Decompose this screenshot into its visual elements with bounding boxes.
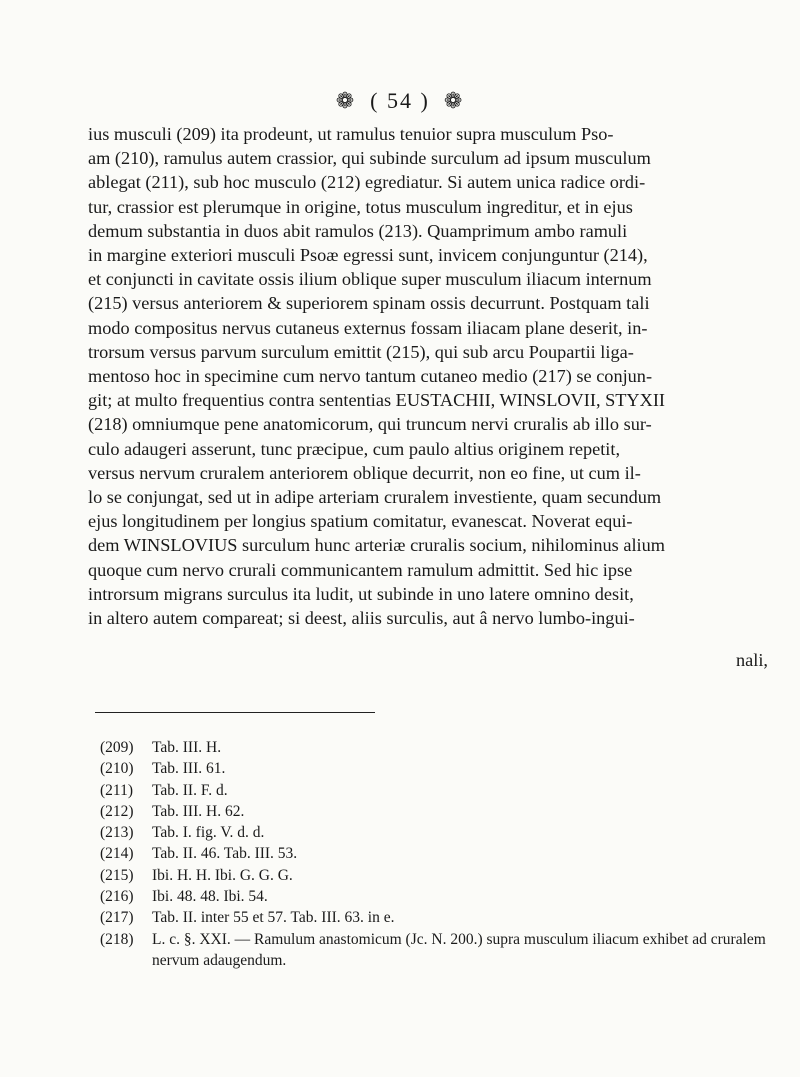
- ornament-right-icon: ❁: [443, 88, 465, 113]
- text-line: ablegat (211), sub hoc musculo (212) egrediatur. Si autem unica radice ordi-: [88, 172, 646, 193]
- text-line: versus nervum cruralem anteriorem oblique decurrit, non eo fine, ut cum il-: [88, 462, 641, 483]
- footnote-text: Tab. III. 61.: [152, 760, 226, 778]
- text-line: ejus longitudinem per longius spatium comitatur, evanescat. Noverat equi-: [88, 511, 633, 532]
- footnote-number: (217): [100, 909, 134, 927]
- footnote: [100, 886, 780, 907]
- footnote-number: (212): [100, 802, 134, 820]
- footnote: [100, 758, 780, 779]
- text-line: ius musculi (209) ita prodeunt, ut ramulus tenuior supra musculum Pso-: [88, 124, 614, 144]
- text-line: culo adaugeri asserunt, tunc præcipue, cum paulo altius originem repetit,: [88, 438, 621, 459]
- footnote-number: (213): [100, 824, 134, 842]
- footnote: [100, 907, 780, 928]
- footnote-number: (211): [100, 781, 133, 799]
- footnote-text: Tab. II. 46. Tab. III. 53.: [152, 845, 298, 863]
- footnote-text: Tab. II. inter 55 et 57. Tab. III. 63. in e.: [152, 909, 395, 927]
- text-line: am (210), ramulus autem crassior, qui subinde surculum ad ipsum musculum: [88, 148, 651, 169]
- text-line: in altero autem compareat; si deest, aliis surculis, aut â nervo lumbo-ingui-: [88, 608, 635, 629]
- footnotes: [100, 737, 780, 971]
- text-line: et conjuncti in cavitate ossis ilium oblique super musculum iliacum internum: [88, 269, 652, 290]
- footnote-text: Tab. II. F. d.: [152, 781, 228, 799]
- text-line: trorsum versus parvum surculum emittit (215), qui sub arcu Poupartii liga-: [88, 341, 634, 362]
- footnote-number: (216): [100, 888, 134, 906]
- footnote-number: (214): [100, 845, 134, 863]
- text-line: tur, crassior est plerumque in origine, totus musculum ingreditur, et in ejus: [88, 196, 633, 217]
- footnote: [100, 822, 780, 843]
- text-line: mentoso hoc in specimine cum nervo tantum cutaneo medio (217) se conjun-: [88, 366, 653, 387]
- footnote-text: L. c. §. XXI. — Ramulum anastomicum (Jc. N. 200.) supra musculum iliacum exhibet ad cruralem nervum adaugendum.: [152, 930, 766, 969]
- text-line: (218) omniumque pene anatomicorum, qui truncum nervi cruralis ab illo sur-: [88, 414, 652, 435]
- footnote-text: Ibi. 48. 48. Ibi. 54.: [152, 888, 268, 906]
- page-header: [0, 88, 800, 114]
- text-line: (215) versus anteriorem & superiorem spinam ossis decurrunt. Postquam tali: [88, 293, 650, 314]
- footnote: [100, 737, 780, 758]
- text-line: lo se conjungat, sed ut in adipe arteriam cruralem investiente, quam secundum: [88, 487, 662, 508]
- ornament-left-icon: ❁: [335, 88, 357, 113]
- footnote-text: Tab. III. H. 62.: [152, 802, 245, 820]
- footnote-number: (210): [100, 760, 134, 778]
- footnote-divider: [95, 712, 375, 713]
- page-number: ( 54 ): [370, 88, 430, 113]
- catchword: nali,: [736, 650, 768, 670]
- text-line: git; at multo frequentius contra sententias EUSTACHII, WINSLOVII, STYXII: [88, 390, 665, 411]
- footnote-text: Ibi. H. H. Ibi. G. G. G.: [152, 866, 293, 884]
- main-text: [88, 122, 768, 630]
- footnote: [100, 801, 780, 822]
- text-line: introrsum migrans surculus ita ludit, ut subinde in uno latere omnino desit,: [88, 583, 634, 604]
- footnote: [100, 780, 780, 801]
- footnote-text: Tab. I. fig. V. d. d.: [152, 824, 265, 842]
- footnote-number: (215): [100, 866, 134, 884]
- footnote-number: (218): [100, 930, 134, 948]
- footnote: [100, 843, 780, 864]
- text-line: modo compositus nervus cutaneus externus fossam iliacam plane deserit, in-: [88, 317, 648, 338]
- footnote: [100, 865, 780, 886]
- text-line: dem WINSLOVIUS surculum hunc arteriæ cruralis socium, nihilominus alium: [88, 535, 665, 556]
- text-line: demum substantia in duos abit ramulos (213). Quamprimum ambo ramuli: [88, 220, 628, 241]
- text-line: in margine exteriori musculi Psoæ egressi sunt, invicem conjunguntur (214),: [88, 245, 648, 266]
- footnote-text: Tab. III. H.: [152, 739, 222, 756]
- text-line: quoque cum nervo crurali communicantem ramulum admittit. Sed hic ipse: [88, 559, 633, 580]
- footnote: [100, 929, 780, 972]
- footnote-number: (209): [100, 739, 134, 756]
